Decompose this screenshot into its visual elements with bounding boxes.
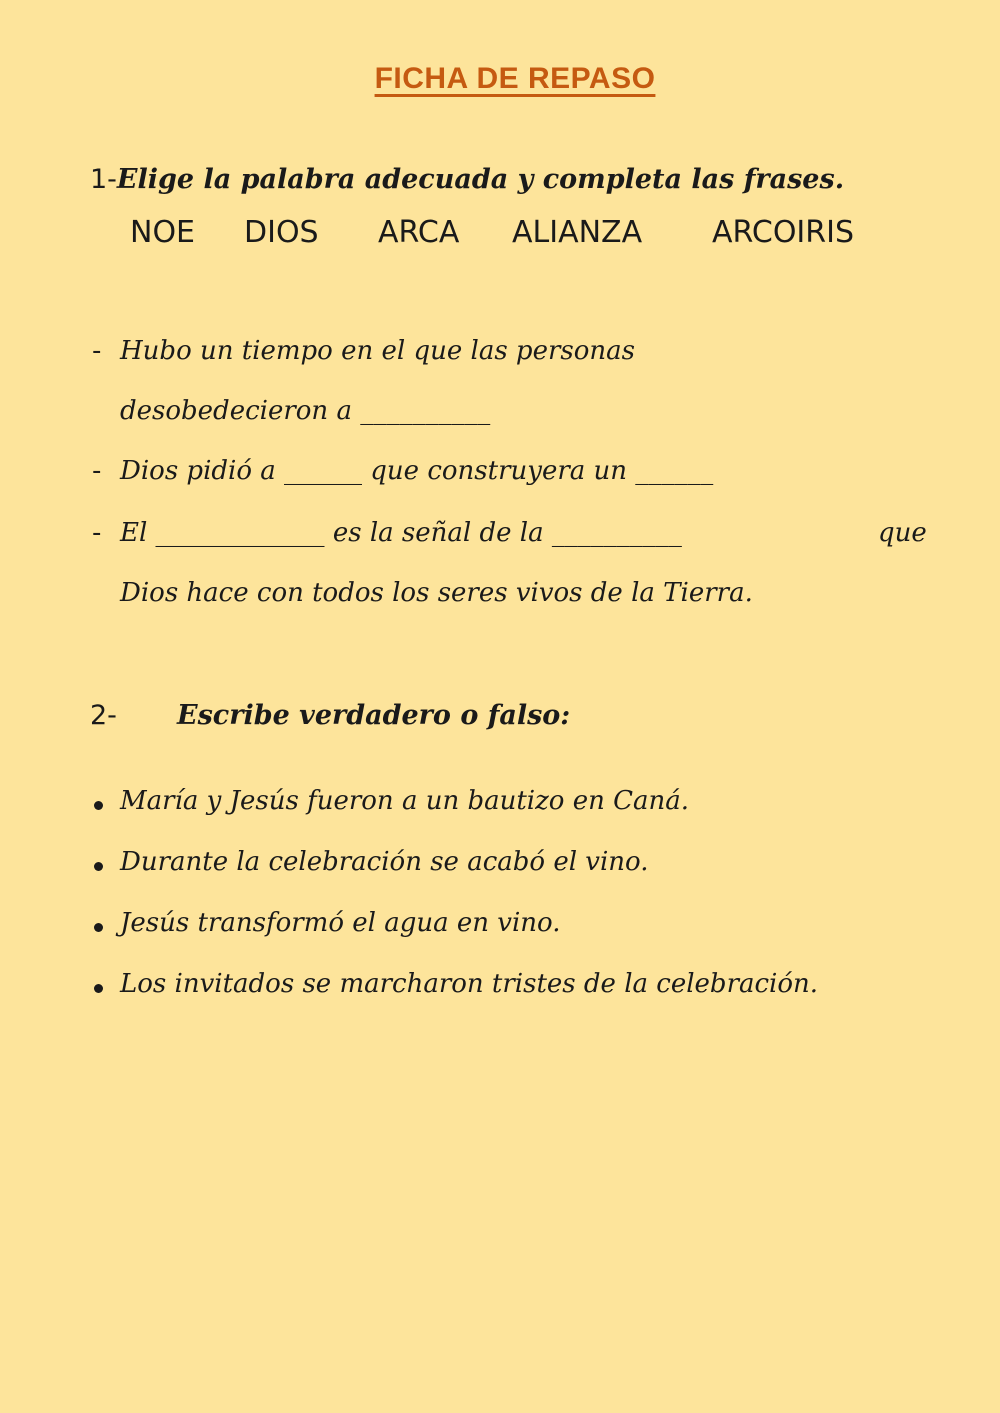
bullet-icon <box>94 862 103 871</box>
sentence-2-text: Dios pidió a ______ que construyera un ______ <box>120 456 714 486</box>
question-2-heading <box>90 700 571 731</box>
question-1-heading <box>90 164 844 195</box>
bullet-icon <box>94 984 103 993</box>
sentence-1-line-2: desobedecieron a __________ <box>120 396 491 426</box>
question-2-number: 2- <box>90 700 117 731</box>
question-1-number: 1- <box>90 164 117 195</box>
bullet-icon <box>94 923 103 932</box>
word-bank-item: DIOS <box>244 215 319 250</box>
word-bank-item: ALIANZA <box>512 215 643 250</box>
dash-marker: - <box>92 336 102 366</box>
sentence-3-line-2: Dios hace con todos los seres vivos de la Tierra. <box>120 578 753 608</box>
statement-3: Jesús transformó el agua en vino. <box>120 908 561 938</box>
sentence-3-line-1: El _____________ es la señal de la __________ <box>120 518 682 548</box>
word-bank-item: ARCOIRIS <box>712 215 855 250</box>
statement-1: María y Jesús fueron a un bautizo en Caná. <box>120 786 690 816</box>
question-1-instruction: Elige la palabra adecuada y completa las frases. <box>116 164 845 195</box>
statement-2: Durante la celebración se acabó el vino. <box>120 847 649 877</box>
dash-marker: - <box>92 518 102 548</box>
bullet-icon <box>94 801 103 810</box>
sentence-3-line-1-end: que <box>878 518 927 548</box>
dash-marker: - <box>92 456 102 486</box>
word-bank-item: ARCA <box>378 215 460 250</box>
word-bank-item: NOE <box>130 215 196 250</box>
question-2-instruction: Escribe verdadero o falso: <box>177 700 571 731</box>
sentence-1-line-1: Hubo un tiempo en el que las personas <box>120 336 635 366</box>
page-title: FICHA DE REPASO <box>374 62 656 95</box>
statement-4: Los invitados se marcharon tristes de la celebración. <box>120 969 819 999</box>
